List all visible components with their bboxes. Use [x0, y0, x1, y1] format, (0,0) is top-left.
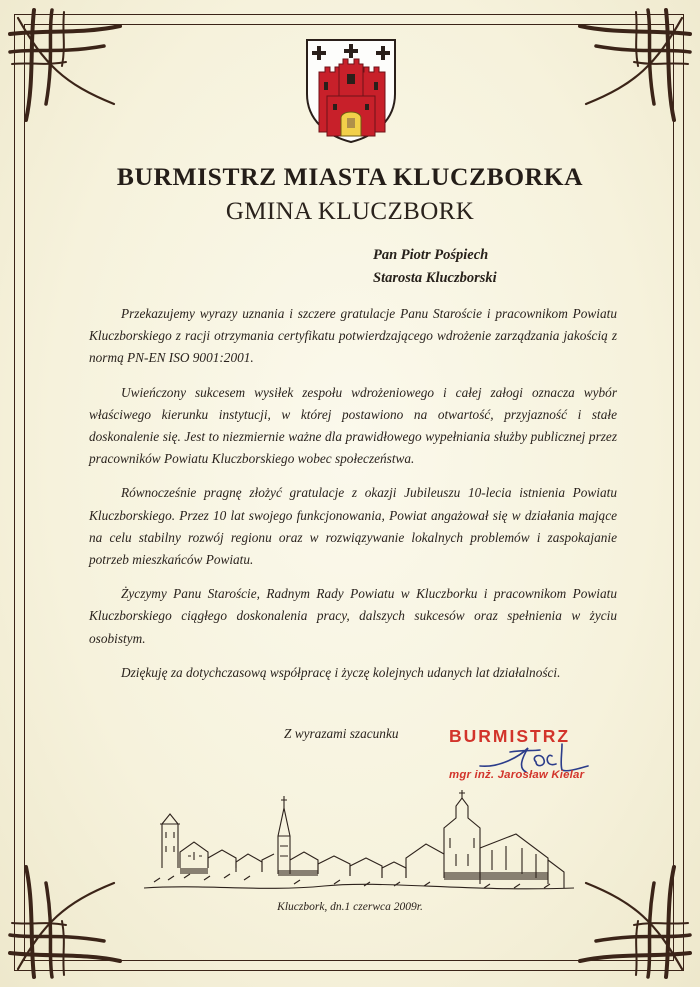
- page-title: BURMISTRZ MIASTA KLUCZBORKA: [116, 162, 584, 191]
- place-and-date: Kluczbork, dn.1 czerwca 2009r.: [277, 901, 423, 913]
- corner-ornament-bottom-left: [4, 863, 124, 983]
- addressee-position: Starosta Kluczborski: [373, 270, 497, 286]
- letter-paragraph: Równocześnie pragnę złożyć gratulacje z okazji Jubileuszu 10-lecia istnienia Powiatu Kluczborskiego. Przez 10 lat swojego funkcjonowania, Powiat angażował się w działania mające na celu stabilny rozwój regionu oraz w rozwiązywanie lokalnych problemów i zaspokajanie potrzeb mieszkańców Powiatu.: [89, 485, 617, 568]
- town-skyline-illustration: [144, 788, 574, 900]
- closing-phrase: Z wyrazami szacunku: [284, 726, 399, 741]
- kluczbork-coat-of-arms-icon: [303, 36, 399, 144]
- letter-paragraph: Dziękuję za dotychczasową współpracę i życzę kolejnych udanych lat działalności.: [121, 664, 561, 680]
- addressee-name: Pan Piotr Pośpiech: [373, 247, 489, 263]
- letter-paragraph: Życzymy Panu Staroście, Radnym Rady Powiatu w Kluczborku i pracownikom Powiatu Kluczborskiego ciągłego doskonalenia pracy, dalszych sukcesów oraz spełnienia w życiu osobistym.: [89, 586, 617, 646]
- letter-paragraph: Uwieńczony sukcesem wysiłek zespołu wdrożeniowego i całej załogi oznacza wybór właściwego kierunku instytucji, w której postawiono na otwartość, przyjazność i stałe doskonalenie się. Jest to niezmiernie ważne dla prawidłowego wypełniania służby publicznej przez pracowników Powiatu Kluczborskiego wobec społeczeństwa.: [89, 384, 617, 467]
- corner-ornament-top-right: [576, 4, 696, 124]
- stamp-signatory-name: mgr inż. Jarosław Kielar: [449, 769, 585, 781]
- letter-paragraph: Przekazujemy wyrazy uznania i szczere gratulacje Panu Staroście i pracownikom Powiatu Kluczborskiego z racji otrzymania certyfikatu potwierdzającego wdrożenie zarządzania jakością z normą PN-EN ISO 9001:2001.: [89, 306, 617, 366]
- page-subtitle: GMINA KLUCZBORK: [225, 198, 475, 225]
- corner-ornament-top-left: [4, 4, 124, 124]
- stamp-title: BURMISTRZ: [449, 726, 571, 746]
- letter-body: [89, 303, 617, 696]
- corner-ornament-bottom-right: [576, 863, 696, 983]
